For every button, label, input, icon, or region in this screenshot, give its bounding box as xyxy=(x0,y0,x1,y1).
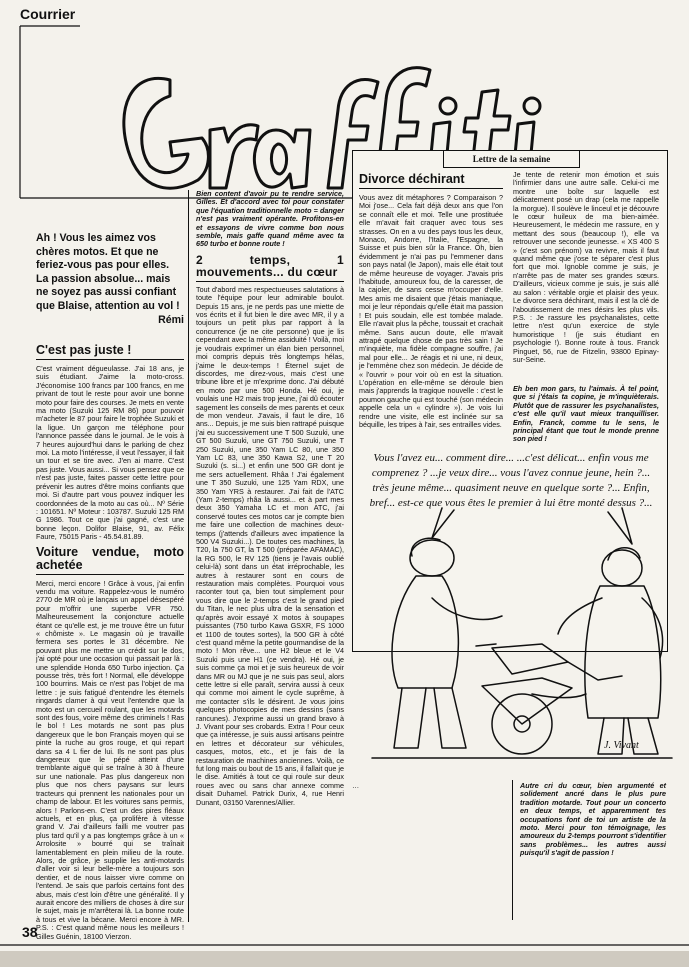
letter1-title: C'est pas juste ! xyxy=(36,344,184,360)
letter3-continuation: … xyxy=(352,781,360,790)
column-3-lower xyxy=(352,782,504,922)
section-label: Courrier xyxy=(20,6,76,22)
box-column-left xyxy=(359,171,503,456)
box-column-right xyxy=(513,171,659,383)
box-body-left: Vous avez dit métaphores ? Comparaison ? Moi j'ose... Cela fait déjà deux ans que l'on se connaît elle et moi. Telle une prostituée elle m'avait fait craquer avec tous ses strasses. On en a vu des pays tous les deux, Monaco, Andorre, l'Italie, l'Espagne, la Suisse et puis bien sûr la France. Oh, bien évidemment je n'ai pas pu l'emmener dans son pays natal (le Japon), mais elle était tout de même heureuse de voyager. J'avais pris l'habitude, amoureux fou, de la caresser, de la cajoler, de sans cesse m'occuper d'elle. Mes amis me disaient que j'étais maniaque, moi je leur répondais qu'elle était ma passion ! Et puis soudain, elle est tombée malade. Elle n'avait plus la pêche, toussait et crachait même. Sans aucun doute, elle m'avait attrapé quelque chose de pas très sain ! Je m'inquiète, ma fidèle compagne souffre, j'ai mal pour elle... Je réagis et ni une, ni deux, je l'emmène chez son médecin. Je décide de « l'ouvrir » pour voir où en est la situation. L'opération en elle-même se déroule bien mais j'apprends la tragique nouvelle : c'est le poumon gauche qui est touché (son médecin appelle cela un « cylindre »). Je vois lui rendre une visite, elle est inclinée sur sa béquille, les tripes à l'air, ses entrailles vides. xyxy=(359,193,503,429)
reply3-text: Autre cri du cœur, bien argumenté et solidement ancré dans le plus pure tradition motarde. Tout pour un concerto en deux temps, et apparemment tes occupations font de toi un artiste de la moto. Merci pour ton témoignage, les amoureux du 2-temps pourront s'identifier sans problèmes... les autres aussi puisqu'il s'agit de passion ! xyxy=(520,781,666,858)
reply2: Bien content d'avoir pu te rendre service, Gilles. Et d'accord avec toi pour constater que l'équation traditionnelle moto = danger n'est pas vraiment opérante. Profitons-en et essayons de vivre comme bon nous semble, mais gaffe quand même avec ta 650 turbo et bonne route ! xyxy=(196,189,344,249)
box-title: Divorce déchirant xyxy=(359,173,503,189)
reply3 xyxy=(520,782,666,922)
bottom-stripe xyxy=(0,939,689,967)
box-reply xyxy=(513,385,659,455)
column-divider xyxy=(512,780,513,920)
intro-text xyxy=(36,232,184,327)
cartoon-signature: J. Vivant xyxy=(604,740,639,751)
intro-signature: Rémi xyxy=(158,313,184,326)
column-2 xyxy=(196,190,344,920)
cartoon-speech: Vous l'avez eu... comment dire... ...c'est délicat... enfin vous me comprenez ? ...je veux dire... vous l'avez connue jeune, hein ?... très jeune même... quasiment neuve en quelque sorte ?... Enfin, bref... est-ce que vous êtes le premier à lui être monté dessus ?... xyxy=(369,452,653,509)
letter3-title: 2 temps, 1 mouvements... du cœur xyxy=(196,254,344,282)
letter2-title: Voiture vendue, moto achetée xyxy=(36,546,184,575)
box-reply-text: Eh ben mon gars, tu l'aimais. À tel point, que si j'étais ta copine, je m'inquièterais. Plutôt que de rassurer les psychanalistes, c'est elle qu'il vaut mieux tranquilliser. Enfin, Franck, comme tu le sens, le principal étant que tout le monde prenne son pied ! xyxy=(513,384,659,444)
box-header: Lettre de la semaine xyxy=(443,150,580,168)
box-body-right: Je tente de retenir mon émotion et suis l'infirmier dans une autre salle. Celui-ci me montre une boîte sur laquelle est délicatement posé un drap (cela me rappelle la morgue). Il soulève le linceul et je découvre le cœur huileux de ma bien-aimée. Heureusement, le médecin me rassure, en y mettant des sous (beaucoup !), elle va retrouver une seconde jeunesse. « XS 400 S » (c'est son prénom) va revivre, mais il faut quand même que j'ose te séparer c'est plus fort que moi. Ignoble comme je suis, je n'arrête pas de mater ses grandes sœurs. D'ailleurs, vicieux comme je suis, je suis allé au salon : véritable orgie et plaisir des yeux. Le divorce sera déchirant, mais il est la clé de l'aboutissement de mes désirs les plus vils. P.S. : Je rassure les psychanalistes, cette lettre n'est qu'un exercice de style humoristique ! (je suis étudiant en psychologie !). Bonne route à tous. Franck Pinguet, 56, rue de Fitzelin, 93800 Epinay-sur-Seine. xyxy=(513,170,659,364)
letter3-body: Tout d'abord mes respectueuses salutations à toute l'équipe pour leur admirable boulot. Depuis 15 ans, je ne perds pas une miette de vos écrits et il fut bien le dire avec MR, il y a toujours un petit plus par rapport à la concurrence (je ne cite personne) que je lis cependant avec la même assiduité ! Voilà, moi je voudrais exprimer un élan bien personnel, moi compris depuis très longtemps hélas, j'aime le deux-temps ! Éternel sujet de discordes, me direz-vous, mais c'est une tribune libre et je m'exprime donc. J'ai débuté en moto par une 500 Honda. Hé oui, je voulais une H2 mais trop jeune, j'ai dû écouter sagement les conseils de mes parents et ceux de mon vendeur. J'avais, il faut le dire, 16 ans... Depuis, je me suis bien rattrapé puisque j'ai eu successivement une T 500 Suzuki, une GT 500 Suzuki, une GT 750 Suzuki, une T 250 Suzuki, une 350 Yam LC 80, une 350 Yam LC 83, une 350 Kawa S2, une T 20 Suzuki (s. si...) et enfin une 500 GR dont je me sers actuellement. Rhâa ! J'ai également une T 350 Suzuki, une 125 Yam RDX, une 350 Yam YRS à restaurer. J'ai fait de l'ATC (Yam 2-temps) rhâa là aussi... et à part mes deux 350 Yamaha LC et mon ATC, j'ai conservé toutes ces motos car je compte bien me faire une collection de machines deux-temps (j'attends d'ailleurs avec impatience la 500 V4 Suzuki...). De toutes ces machines, la T20, la 750 GT, la T 500 (préparée AFAMAC), la RG 500, le RV 125 (tiens je l'avais oublié celui-là) sont dans un état irréprochable, les autres à restaurer sont en cours de restauration mais complètes. Pourquoi vous raconter tout ça, bien tout simplement pour vous dire que le 2-temps c'est le grand pied du Titan, le nec plus ultra de la sensation et qu'après avoir essayé X motos à soupapes puissantes (750 turbo Kawa GSXR, FS 1000 et 1100 de toutes sortes), la 500 GR à côté c'est quand même la petite gourmandise de la moto ! Mon rêve... une H2 bleue et le V4 Suzuki puis une H1 (ce vendra). Hé oui, je suis comme ça moi et je suis heureux de voir dans MR ou MJ que je ne suis pas seul, alors cette lettre si elle paraît, servira aussi à ceux qui comme moi aiment le cycle suprême, à me contacter s'ils le désirent. Je vous joins quelques photocopies de mes dessins (sans rancunes). J'exprime aussi un grand bravo à J. Vivant pour ses crobards. Extra ! Pour ceux que ça intéresse, je suis aussi artisans peintre en lettres et décorateur sur véhicules, casques, motos, etc., et je fais de la restauration de machines anciennes. Voilà, ce fut long mais ou bout de 15 ans, il fallait que je le dise. Amitiés à tout ce qui roule sur deux roues avec ou sans char annexe comme disait Duhamel. Patrick Durix, 4, rue Henri Dunant, 03150 Varennes/Allier. xyxy=(196,284,344,807)
column-divider xyxy=(188,190,189,922)
page-number: 38 xyxy=(22,924,38,940)
letter1-body: C'est vraiment dégueulasse. J'ai 18 ans, je suis étudiant. J'aime la moto-cross. J'économise 100 francs par 100 francs, en me privant de tout le reste pour avoir une bonne moto pour faire des courses. Je mets en vente ma moto (Suzuki 125 RM 86) pour pouvoir m'acheter le 87 pour faire le trophée Suzuki et la ligue. Un garçon me téléphone pour l'annonce passée dans le journal. Je le vois à 7 heures aujourd'hui dans le parking de chez moi. La moto l'intéresse, il veut l'essayer, il fait un tour et se tire avec. J'en ai marre. C'est pas juste. Vous aussi... Si vous pensez que ce n'est pas juste, faites passer cette lettre pour prévenir les autres d'être moins confiants que moi. Si d'autre part vous pouvez indiquer les coordonnées de la moto au cas où... Nº Série : 101651. Nº Moteur : 103787. Suzuki 125 RM G 1986. Tout ce que j'ai gagné, c'est une bonne leçon. Dolifor Blaise, 91, av. Félix Faure, 75015 Paris - 45.54.81.89. xyxy=(36,364,184,542)
intro-body: Ah ! Vous les aimez vos chères motos. Et que ne feriez-vous pas pour elles. La passion absolue... mais ne soyez pas aussi confiant que Blaise, attention au vol ! xyxy=(36,232,180,312)
letter2-body: Merci, merci encore ! Grâce à vous, j'ai enfin vendu ma voiture. Rappelez-vous le numéro 2770 de MR où je lançais un appel désespéré pour m'offrir une superbe VFR 750. Malheureusement la conjoncture actuelle étant ce qu'elle est, je me trouve être un futur « chômiste ». Le magasin où je travaille fermera ses portes le 31 décembre. Ne pouvant plus me mettre un crédit sur le dos, j'ai opté pour une occasion qui passait par là : une splendide Honda 650 Turbo injection. Ça pousse très, très fort ! Normal, elle développe 100 bourrins. Mais ce n'est pas l'objet de ma lettre : je suis fatigué d'entendre les éternels ringards clamer à qui veut l'entendre que la moto est un cercueil roulant, que les motards sont des fous, voire même des criminels ! Ras le bol ! Les motards ne sont pas plus dangereux que le bon Français moyen qui se pinte la ruche au gros rouge, et qui repart dans sa 4 L fier de lui. Ils ne sont pas plus dangereux que le pépé atteint d'une tremblante aiguë qui se traîne à 30 à l'heure sur une nationale. Pas plus dangereux non plus que nos chers paysans sur leurs tracteurs qui prennent les nationales pour un champ de labour. Et les voitures sans permis, alors ! Parlons-en. C'est un des pires fléaux actuels, et en plus, ça prolifère à vitesse grand V. J'ai d'ailleurs failli me voutrer pas plus tard qu'il y a pas longtemps grâce à un « Arrolosite » bourré qui se traînait lamentablement en plein milieu de la route. Alors, de grâce, je supplie les anti-motards d'aller voir si leur belle-mère a toujours son dentier, et de nous laisser vivre comme on l'entend. Je sais que parfois certains font des abus, mais c'est loin d'être une généralité. Il y aurait encore des milliers de choses à dire sur le sujet, mais je m'arrêterai là. La bonne route à tous et vive la bécane. Merci encore à MR. P.S. : C'est quand même nous les meilleurs ! Gilles Guénin, 18100 Vierzon. xyxy=(36,578,184,941)
column-1 xyxy=(36,340,184,941)
cartoon-illustration xyxy=(372,448,672,772)
